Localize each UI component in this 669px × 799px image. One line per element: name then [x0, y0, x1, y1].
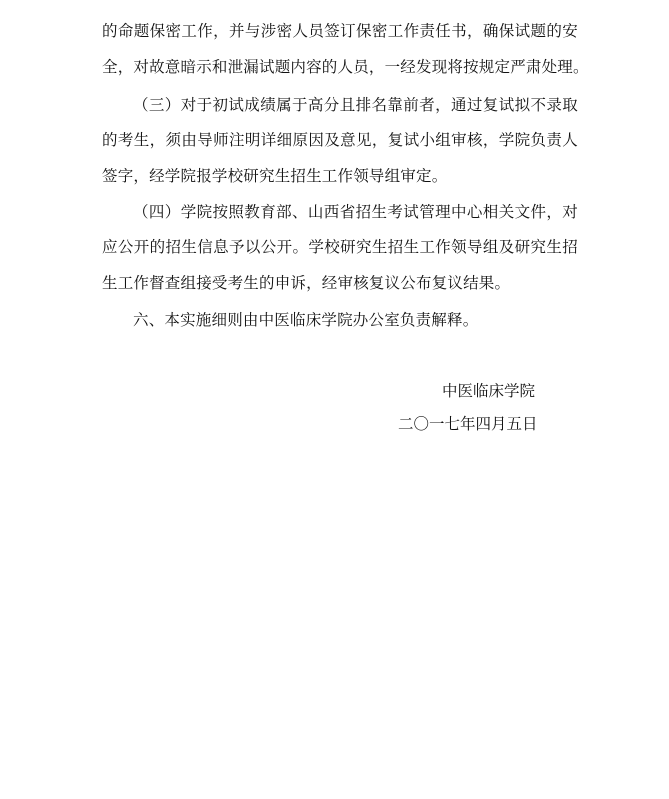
- signature-organization: 中医临床学院: [442, 382, 536, 400]
- signature-date: 二〇一七年四月五日: [398, 415, 538, 433]
- paragraph-line: （三）对于初试成绩属于高分且排名靠前者，通过复试拟不录取: [133, 96, 578, 114]
- paragraph-line: 应公开的招生信息予以公开。学校研究生招生工作领导组及研究生招: [102, 238, 578, 256]
- paragraph-line: 生工作督查组接受考生的申诉，经审核复议公布复议结果。: [102, 274, 511, 292]
- paragraph-line: 的考生，须由导师注明详细原因及意见，复试小组审核，学院负责人: [102, 131, 578, 149]
- paragraph-line: （四）学院按照教育部、山西省招生考试管理中心相关文件，对: [133, 203, 578, 221]
- paragraph-line: 六、本实施细则由中医临床学院办公室负责解释。: [133, 311, 479, 329]
- paragraph-line: 签字，经学院报学校研究生招生工作领导组审定。: [102, 167, 448, 185]
- paragraph-line: 的命题保密工作，并与涉密人员签订保密工作责任书，确保试题的安: [102, 22, 578, 40]
- paragraph-line: 全，对故意暗示和泄漏试题内容的人员，一经发现将按规定严肃处理。: [102, 58, 589, 76]
